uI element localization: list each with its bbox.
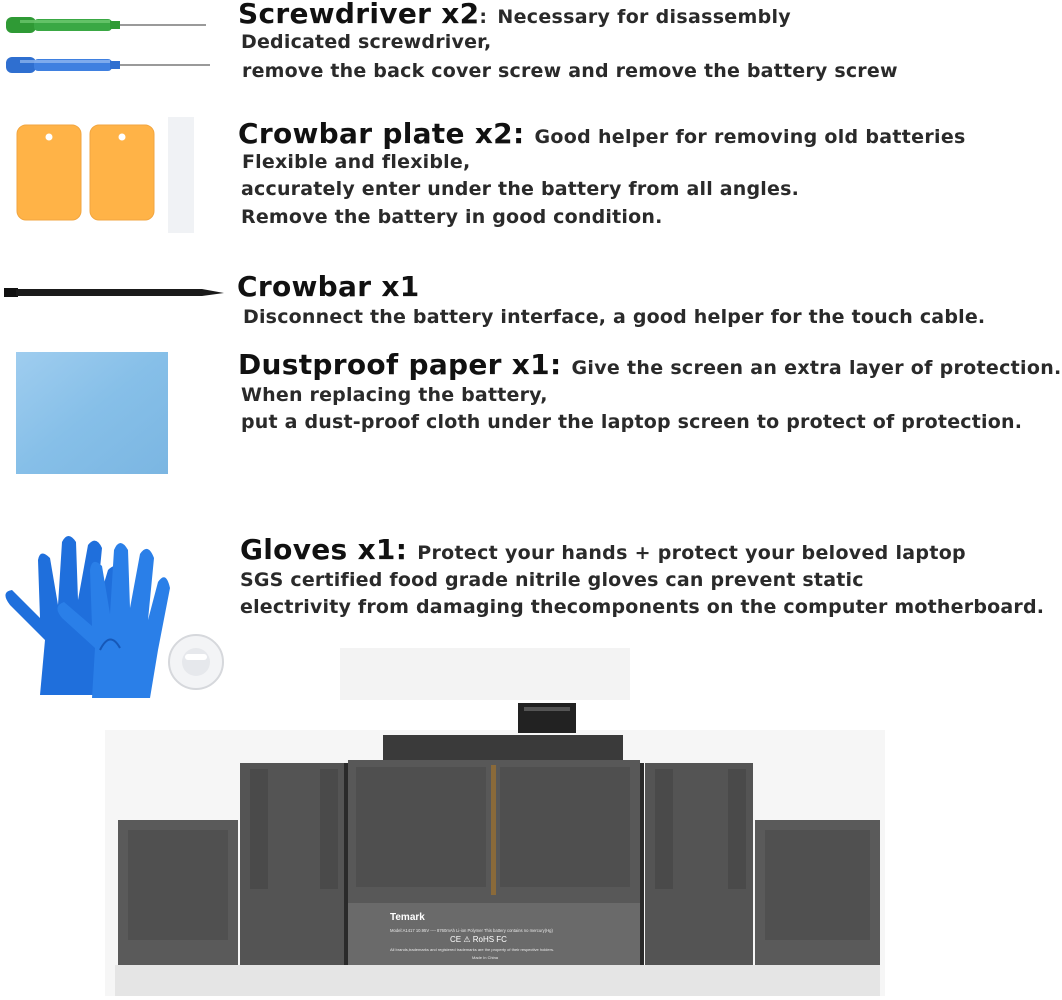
crowbar-plate-icon xyxy=(10,115,200,235)
battery-pack-icon xyxy=(100,645,900,996)
screwdriver-images xyxy=(0,5,215,85)
crowbar-image xyxy=(2,283,227,303)
screwdriver-title-row xyxy=(238,0,791,30)
crowbar-plate-detail-1: Flexible and flexible, xyxy=(242,151,471,173)
gloves-summary: Protect your hands + protect your beloved laptop xyxy=(417,542,966,564)
battery-image xyxy=(100,645,900,996)
battery-brand: Temark xyxy=(390,912,425,923)
screwdriver-detail-1: Dedicated screwdriver, xyxy=(241,31,492,53)
crowbar-plate-detail-3: Remove the battery in good condition. xyxy=(241,206,663,228)
gloves-title: Gloves x1: xyxy=(240,533,408,566)
crowbar-detail-1: Disconnect the battery interface, a good helper for the touch cable. xyxy=(243,306,986,328)
screwdriver-title: Screwdriver x2 xyxy=(238,0,480,30)
screwdriver-summary: Necessary for disassembly xyxy=(497,6,791,28)
screwdrivers-icon xyxy=(0,5,215,85)
crowbar-plate-title: Crowbar plate x2: xyxy=(238,117,525,150)
crowbar-plate-title-row xyxy=(238,117,966,150)
dustproof-detail-1: When replacing the battery, xyxy=(241,384,548,406)
crowbar-plate-detail-2: accurately enter under the battery from all angles. xyxy=(241,178,800,200)
dustproof-title: Dustproof paper x1: xyxy=(238,348,562,381)
crowbar-plate-summary: Good helper for removing old batteries xyxy=(534,126,966,148)
crowbar-icon xyxy=(2,283,227,303)
screwdriver-separator: : xyxy=(479,6,488,28)
battery-marks: CE ⚠ RoHS FC xyxy=(450,935,507,944)
battery-label-line2: All brands,trademarks and registered trademarks are the property of their respective holders. xyxy=(390,947,555,952)
dustproof-detail-2: put a dust-proof cloth under the laptop screen to protect of protection. xyxy=(241,411,1023,433)
battery-label-line1: Model:A1417 10.95V ---- 8760mAh Li-ion Polymer This battery contains no mercury(Hg) xyxy=(390,928,553,933)
crowbar-title: Crowbar x1 xyxy=(237,270,420,303)
gloves-detail-2: electrivity from damaging thecomponents on the computer motherboard. xyxy=(240,596,1045,618)
crowbar-title-row xyxy=(237,270,420,303)
battery-origin: Made In China xyxy=(472,955,499,960)
crowbar-plate-images xyxy=(10,115,200,235)
dustproof-summary: Give the screen an extra layer of protection. xyxy=(571,357,1062,379)
gloves-detail-1: SGS certified food grade nitrile gloves can prevent static xyxy=(240,569,864,591)
gloves-title-row xyxy=(240,533,966,566)
dustproof-cloth-icon xyxy=(16,352,168,474)
dustproof-title-row xyxy=(238,348,1062,381)
dustproof-paper-image xyxy=(16,352,168,474)
screwdriver-detail-2: remove the back cover screw and remove the battery screw xyxy=(242,60,898,82)
